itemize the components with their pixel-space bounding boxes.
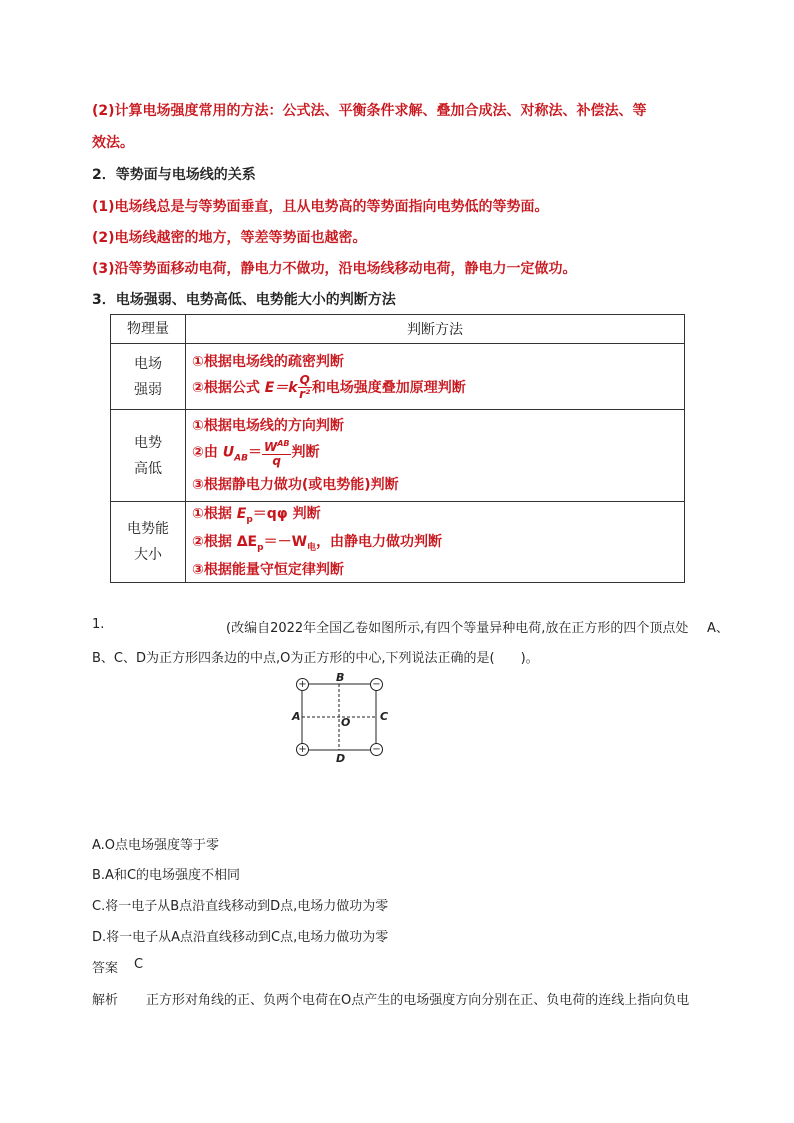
positive-charge-icon: + — [296, 743, 309, 756]
question-stem: B、C、D为正方形四条边的中点,O为正方形的中心,下列说法正确的是( )。 — [92, 651, 539, 666]
method-line: ③根据能量守恒定律判断 — [192, 561, 344, 578]
fraction: $\frac{W^{AB}}{q}$ — [263, 439, 290, 469]
question-source-tail: A、 — [707, 621, 729, 636]
table-header-row — [111, 315, 685, 344]
point-label-d: D — [336, 752, 346, 765]
question-number: 1. — [92, 617, 105, 632]
row-label-potential: 电势 高低 — [111, 410, 186, 502]
method-line: ①根据电场线的方向判断 — [192, 418, 344, 435]
answer-label: 答案 — [92, 961, 119, 976]
option-a: A.O点电场强度等于零 — [92, 838, 220, 853]
negative-charge-icon: − — [370, 743, 383, 756]
table-row — [111, 502, 685, 583]
method-line: ②根据公式 E＝k $\frac{Q}{\text{r²}}$ 和电场强度叠加原理判断 — [192, 373, 466, 401]
point-label-o: O — [341, 716, 351, 729]
option-b: B.A和C的电场强度不相同 — [92, 868, 241, 883]
option-d: D.将一电子从A点沿直线移动到C点,电场力做功为零 — [92, 930, 389, 945]
method-line: ①根据 $E_p=q\varphi$ 判断 — [192, 506, 321, 525]
row-label-potential-energy: 电势能 大小 — [111, 502, 186, 583]
calc-methods-line1: (2)计算电场强度常用的方法：公式法、平衡条件求解、叠加合成法、对称法、补偿法、等 — [92, 103, 647, 119]
answer-value: C — [134, 957, 144, 972]
section2-item-2: (2)电场线越密的地方，等差等势面也越密。 — [92, 230, 367, 246]
section2-item-1: (1)电场线总是与等势面垂直，且从电势高的等势面指向电势低的等势面。 — [92, 199, 549, 215]
positive-charge-icon: + — [296, 678, 309, 691]
analysis-text: 正方形对角线的正、负两个电荷在O点产生的电场强度方向分别在正、负电荷的连线上指向负电 — [146, 993, 690, 1008]
option-c: C.将一电子从B点沿直线移动到D点,电场力做功为零 — [92, 899, 389, 914]
question-source: (改编自2022年全国乙卷如图所示,有四个等量异种电荷,放在正方形的四个顶点处 — [226, 621, 689, 636]
table-row — [111, 410, 685, 502]
method-line: ②由 $U_{AB}=$ $\frac{W^{AB}}{q}$ 判断 — [192, 439, 320, 469]
col-header-quantity: 物理量 — [111, 315, 186, 344]
col-header-method: 判断方法 — [186, 315, 685, 344]
section2-heading: 2．等势面与电场线的关系 — [92, 167, 256, 183]
section3-heading: 3．电场强弱、电势高低、电势能大小的判断方法 — [92, 292, 396, 308]
point-label-b: B — [336, 671, 345, 684]
method-line: ①根据电场线的疏密判断 — [192, 353, 344, 370]
table-row — [111, 344, 685, 410]
row-label-field-strength: 电场 强弱 — [111, 344, 186, 410]
square-charges-figure — [290, 670, 400, 770]
calc-methods-line2: 效法。 — [92, 135, 134, 151]
fraction: $\frac{Q}{\text{r²}}$ — [299, 373, 311, 401]
point-label-c: C — [380, 710, 389, 723]
judgment-methods-table — [110, 314, 685, 583]
negative-charge-icon: − — [370, 678, 383, 691]
method-line: ②根据 $\Delta E_p=-W_电$，由静电力做功判断 — [192, 533, 443, 553]
analysis-label: 解析 — [92, 993, 119, 1008]
section2-item-3: (3)沿等势面移动电荷，静电力不做功，沿电场线移动电荷，静电力一定做功。 — [92, 261, 577, 277]
point-label-a: A — [292, 710, 301, 723]
method-line: ③根据静电力做功(或电势能)判断 — [192, 476, 399, 493]
